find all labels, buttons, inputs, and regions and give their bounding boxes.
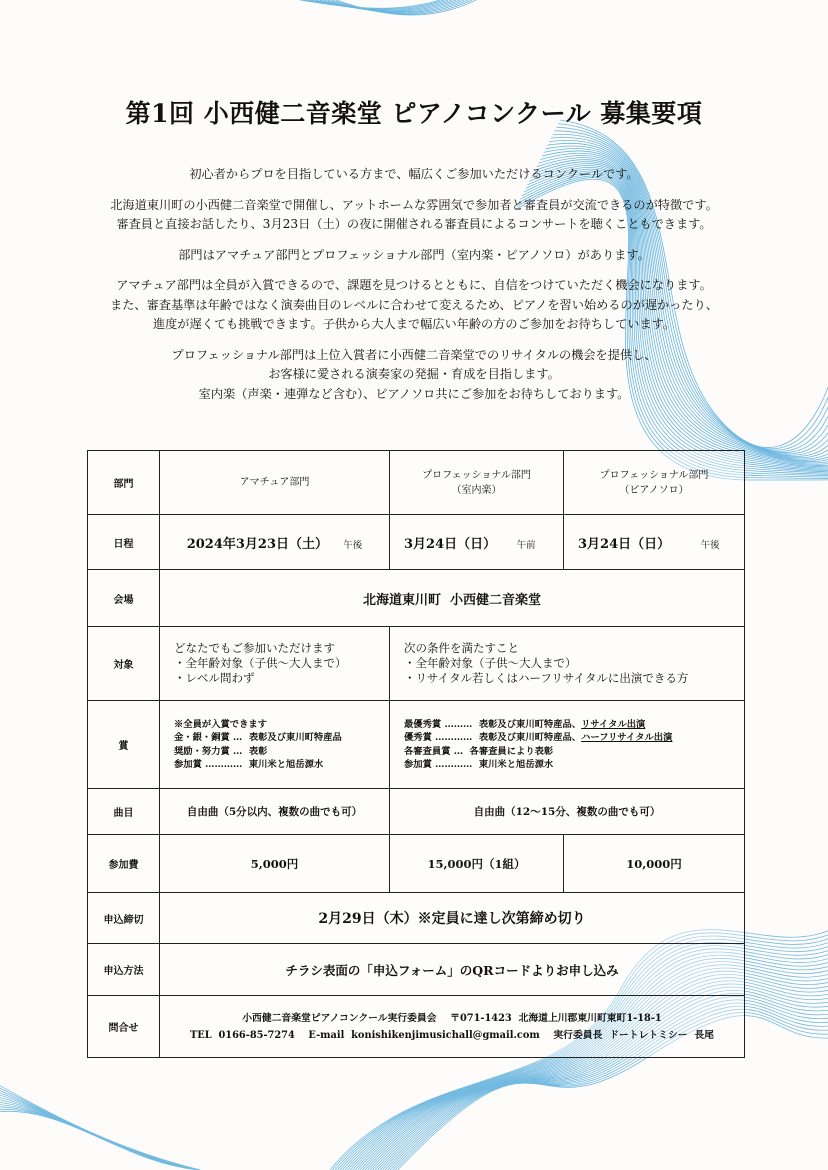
entry-guidelines-table bbox=[87, 450, 745, 1058]
prize-pro-item: 参加賞 ………… 東川米と旭岳源水 bbox=[404, 758, 554, 770]
contact-value: 小西健二音楽堂ピアノコンクール実行委員会 〒071-1423 北海道上川郡東川町東町1-18-1 TEL 0166-85-7274 E-mail konishikenjimusichall@gmail.com 実行委員長 ドートレトミシー 長尾 bbox=[160, 996, 745, 1058]
row-deadline bbox=[88, 893, 745, 944]
row-division bbox=[88, 451, 745, 515]
row-method bbox=[88, 944, 745, 996]
schedule-amateur: 2024年3月23日（土） 午後 bbox=[160, 515, 390, 570]
label-prize: 賞 bbox=[88, 701, 160, 789]
deadline-value: 2月29日（木）※定員に達し次第締め切り bbox=[160, 893, 745, 944]
prize-pro-item: 優秀賞 ………… 表彰及び東川町特産品、ハーフリサイタル出演 bbox=[404, 732, 673, 744]
prize-amateur-item: 金・銀・銅賞 … 表彰及び東川町特産品 bbox=[174, 732, 342, 744]
prize-amateur: ※全員が入賞できます 金・銀・銅賞 … 表彰及び東川町特産品 奨励・努力賞 … 表彰 参加賞 ………… 東川米と旭岳源水 bbox=[160, 701, 390, 789]
target-amateur: どなたでもご参加いただけます ・全年齢対象（子供〜大人まで） ・レベル問わず bbox=[160, 627, 390, 701]
venue-value: 北海道東川町 小西健二音楽堂 bbox=[160, 570, 745, 627]
label-deadline: 申込締切 bbox=[88, 893, 160, 944]
intro-paragraph-2: 北海道東川町の小西健二音楽堂で開催し、アットホームな雰囲気で参加者と審査員が交流できるのが特徴です。 審査員と直接お話したり、3月23日（土）の夜に開催される審査員によるコンサートを聴くこともできます。 bbox=[110, 197, 718, 231]
intro-paragraph-3: 部門はアマチュア部門とプロフェッショナル部門（室内楽・ピアノソロ）があります。 bbox=[178, 247, 650, 262]
row-target bbox=[88, 627, 745, 701]
prize-pro-item: 最優秀賞 ……… 表彰及び東川町特産品、リサイタル出演 bbox=[404, 718, 646, 730]
page-title: 第1回 小西健二音楽堂 ピアノコンクール 募集要項 bbox=[125, 99, 703, 128]
division-pro-chamber: プロフェッショナル部門 （室内楽） bbox=[390, 451, 564, 515]
prize-pro-item: 各審査員賞 … 各審査員により表彰 bbox=[404, 745, 554, 757]
prize-pro bbox=[390, 701, 745, 789]
division-pro-solo: プロフェッショナル部門 （ピアノソロ） bbox=[564, 451, 745, 515]
row-prize bbox=[88, 701, 745, 789]
row-schedule bbox=[88, 515, 745, 570]
intro-text bbox=[40, 165, 788, 415]
label-method: 申込方法 bbox=[88, 944, 160, 996]
intro-paragraph-1: 初心者からプロを目指している方まで、幅広くご参加いただけるコンクールです。 bbox=[189, 167, 639, 181]
row-venue bbox=[88, 570, 745, 627]
method-value: チラシ表面の「申込フォーム」のQRコードよりお申し込み bbox=[160, 944, 745, 996]
fee-pro-solo: 10,000円 bbox=[564, 835, 745, 893]
row-piece bbox=[88, 789, 745, 835]
label-division: 部門 bbox=[88, 451, 160, 515]
row-fee bbox=[88, 835, 745, 893]
prize-amateur-item: 参加賞 ………… 東川米と旭岳源水 bbox=[174, 758, 324, 770]
division-amateur: アマチュア部門 bbox=[160, 451, 390, 515]
label-venue: 会場 bbox=[88, 570, 160, 627]
intro-paragraph-5: プロフェッショナル部門は上位入賞者に小西健二音楽堂でのリサイタルの機会を提供し、 お客様に愛される演奏家の発掘・育成を目指します。 室内楽（声楽・連弾など含む）、ピアノソロ共にご参加をお待ちしております。 bbox=[171, 347, 657, 401]
fee-pro-chamber: 15,000円（1組） bbox=[390, 835, 564, 893]
schedule-pro-chamber: 3月24日（日） 午前 bbox=[390, 515, 564, 570]
target-pro: 次の条件を満たすこと ・全年齢対象（子供〜大人まで） ・リサイタル若しくはハーフリサイタルに出演できる方 bbox=[390, 627, 745, 701]
piece-pro: 自由曲（12〜15分、複数の曲でも可） bbox=[390, 789, 745, 835]
label-fee: 参加費 bbox=[88, 835, 160, 893]
label-target: 対象 bbox=[88, 627, 160, 701]
fee-amateur: 5,000円 bbox=[160, 835, 390, 893]
intro-paragraph-4: アマチュア部門は全員が入賞できるので、課題を見つけるとともに、自信をつけていただく機会になります。 また、審査基準は年齢ではなく演奏曲目のレベルに合わせて変えるため、ピアノを習い始めるのが遅かったり、 進度が遅くても挑戦できます。子供から大人まで幅広い年齢の方のご参加をお待ちしています。 bbox=[110, 278, 718, 331]
schedule-pro-solo: 3月24日（日） 午後 bbox=[564, 515, 745, 570]
piece-amateur: 自由曲（5分以内、複数の曲でも可） bbox=[160, 789, 390, 835]
label-schedule: 日程 bbox=[88, 515, 160, 570]
prize-amateur-item: 奨励・努力賞 … 表彰 bbox=[174, 745, 268, 757]
label-contact: 問合せ bbox=[88, 996, 160, 1058]
row-contact bbox=[88, 996, 745, 1058]
label-piece: 曲目 bbox=[88, 789, 160, 835]
